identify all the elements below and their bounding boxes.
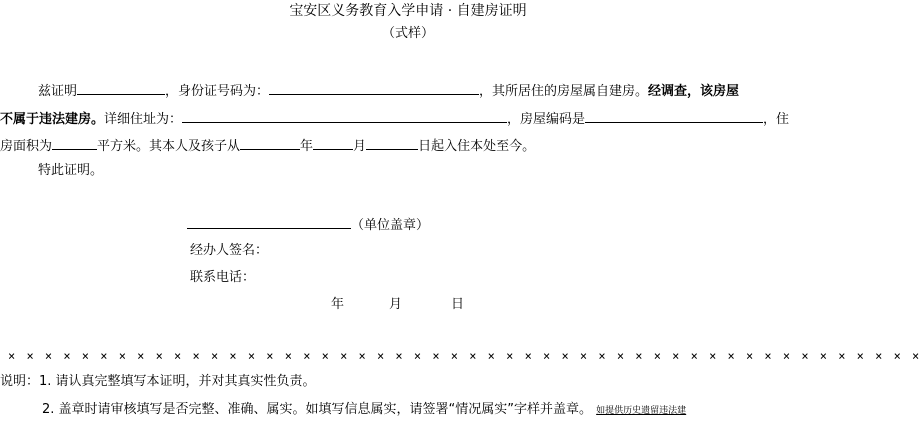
text-self-built: ，其所居住的房屋属自建房。 — [479, 84, 649, 99]
page-subtitle: （式样） — [381, 26, 434, 41]
date-month: 月 — [389, 297, 403, 312]
body-line-3 — [0, 135, 535, 156]
note-2-tail: 如提供历史遗留违法建 — [596, 406, 687, 416]
handler-signature: 经办人签名： — [190, 243, 269, 258]
text-area-prefix: ，住 — [763, 112, 790, 127]
text-day-tail: 日起入住本处至今。 — [418, 139, 536, 154]
text-area: 房面积为 — [0, 139, 53, 154]
id-number-blank[interactable] — [269, 80, 479, 95]
body-line-2 — [0, 108, 789, 129]
note-1: 说明：1. 请认真完整填写本证明，并对其真实性负责。 — [0, 374, 316, 389]
contact-phone: 联系电话： — [190, 270, 256, 285]
note-2-text: 2. 盖章时请审核填写是否完整、准确、属实。如填写信息属实，请签署“情况属实”字样并盖章。 — [42, 402, 593, 417]
address-blank[interactable] — [182, 108, 507, 123]
text-year: 年 — [300, 139, 314, 154]
text-investigated: 经调查，该房屋 — [648, 84, 740, 99]
star-separator: × × × × × × × × × × × × × × × × × × × × × × × × × × × × × × × × × × × × × × × × × × × × × × × × × × — [8, 349, 921, 363]
text-month: 月 — [353, 139, 367, 154]
name-blank[interactable] — [77, 80, 165, 95]
text-move-in: 平方米。其本人及孩子从 — [97, 139, 241, 154]
text-id-number: ，身份证号码为： — [165, 84, 270, 99]
year-blank[interactable] — [240, 135, 300, 150]
day-blank[interactable] — [366, 135, 418, 150]
text-certify: 兹证明 — [38, 84, 78, 99]
note-2 — [42, 401, 686, 420]
body-line-4: 特此证明。 — [38, 163, 104, 178]
text-address: 详细住址为： — [104, 112, 183, 127]
unit-stamp-blank[interactable] — [187, 214, 351, 229]
page-title: 宝安区义务教育入学申请 · 自建房证明 — [289, 3, 527, 19]
date-day: 日 — [451, 297, 465, 312]
month-blank[interactable] — [313, 135, 353, 150]
unit-stamp-label: （单位盖章） — [351, 218, 430, 233]
stamp-row — [187, 214, 429, 235]
area-blank[interactable] — [52, 135, 97, 150]
date-year: 年 — [331, 297, 345, 312]
text-house-code: ，房屋编码是 — [507, 112, 586, 127]
house-code-blank[interactable] — [585, 108, 763, 123]
body-line-1 — [38, 80, 739, 101]
text-not-illegal: 不属于违法建房。 — [0, 112, 105, 127]
